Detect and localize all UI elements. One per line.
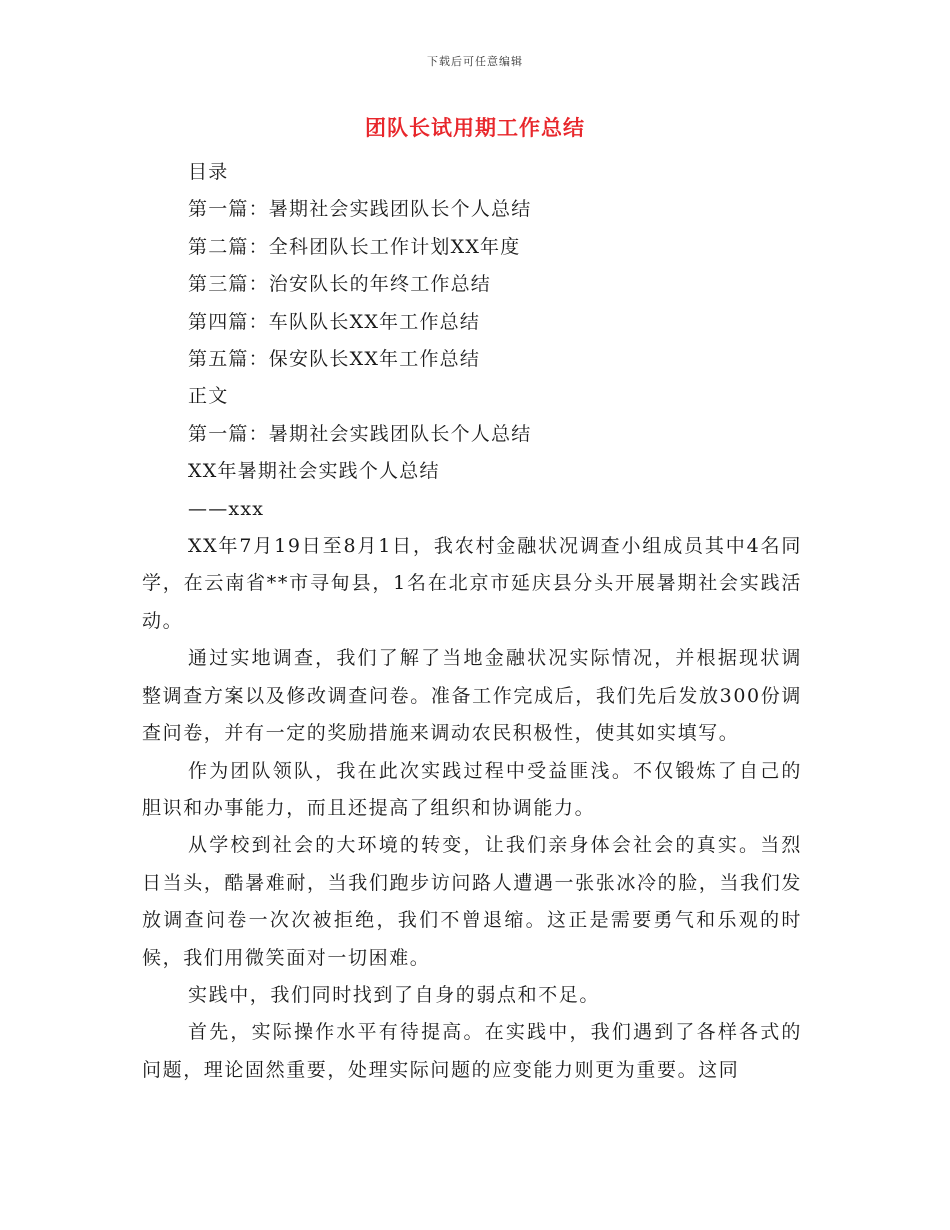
toc-heading: 目录 bbox=[188, 161, 229, 183]
toc-item-1: 第一篇：暑期社会实践团队长个人总结 bbox=[188, 198, 532, 221]
paragraph-6: 首先，实际操作水平有待提高。在实践中，我们遇到了各样各式的问题，理论固然重要，处理实际问题的应变能力则更为重要。这同 bbox=[142, 1021, 802, 1081]
paragraph-3: 作为团队领队，我在此次实践过程中受益匪浅。不仅锻炼了自己的胆识和办事能力，而且还提高了组织和协调能力。 bbox=[142, 759, 802, 819]
document-title: 团队长试用期工作总结 bbox=[365, 116, 585, 140]
document-body bbox=[142, 154, 802, 1089]
body-heading: 正文 bbox=[188, 385, 229, 408]
toc-item-5: 第五篇：保安队长XX年工作总结 bbox=[188, 348, 481, 371]
author-line: ——xxx bbox=[188, 497, 265, 520]
paragraph-2: 通过实地调查，我们了解了当地金融状况实际情况，并根据现状调整调查方案以及修改调查问卷。准备工作完成后，我们先后发放300份调查问卷，并有一定的奖励措施来调动农民积极性，使其如实填写。 bbox=[142, 647, 802, 745]
header-note: 下载后可任意编辑 bbox=[427, 55, 523, 68]
paragraph-1: XX年7月19日至8月1日，我农村金融状况调查小组成员其中4名同学，在云南省**市寻甸县，1名在北京市延庆县分头开展暑期社会实践活动。 bbox=[142, 535, 802, 632]
toc-item-4: 第四篇：车队队长XX年工作总结 bbox=[188, 310, 481, 333]
paragraph-4: 从学校到社会的大环境的转变，让我们亲身体会社会的真实。当烈日当头，酷暑难耐，当我们跑步访问路人遭遇一张张冰冷的脸，当我们发放调查问卷一次次被拒绝，我们不曾退缩。这正是需要勇气和乐观的时候，我们用微笑面对一切困难。 bbox=[142, 834, 802, 969]
toc-item-3: 第三篇：治安队长的年终工作总结 bbox=[188, 273, 492, 296]
section-title: 第一篇：暑期社会实践团队长个人总结 bbox=[188, 422, 532, 445]
section-subtitle: XX年暑期社会实践个人总结 bbox=[188, 460, 440, 483]
paragraph-5: 实践中，我们同时找到了自身的弱点和不足。 bbox=[188, 983, 601, 1006]
toc-item-2: 第二篇：全科团队长工作计划XX年度 bbox=[188, 235, 521, 258]
